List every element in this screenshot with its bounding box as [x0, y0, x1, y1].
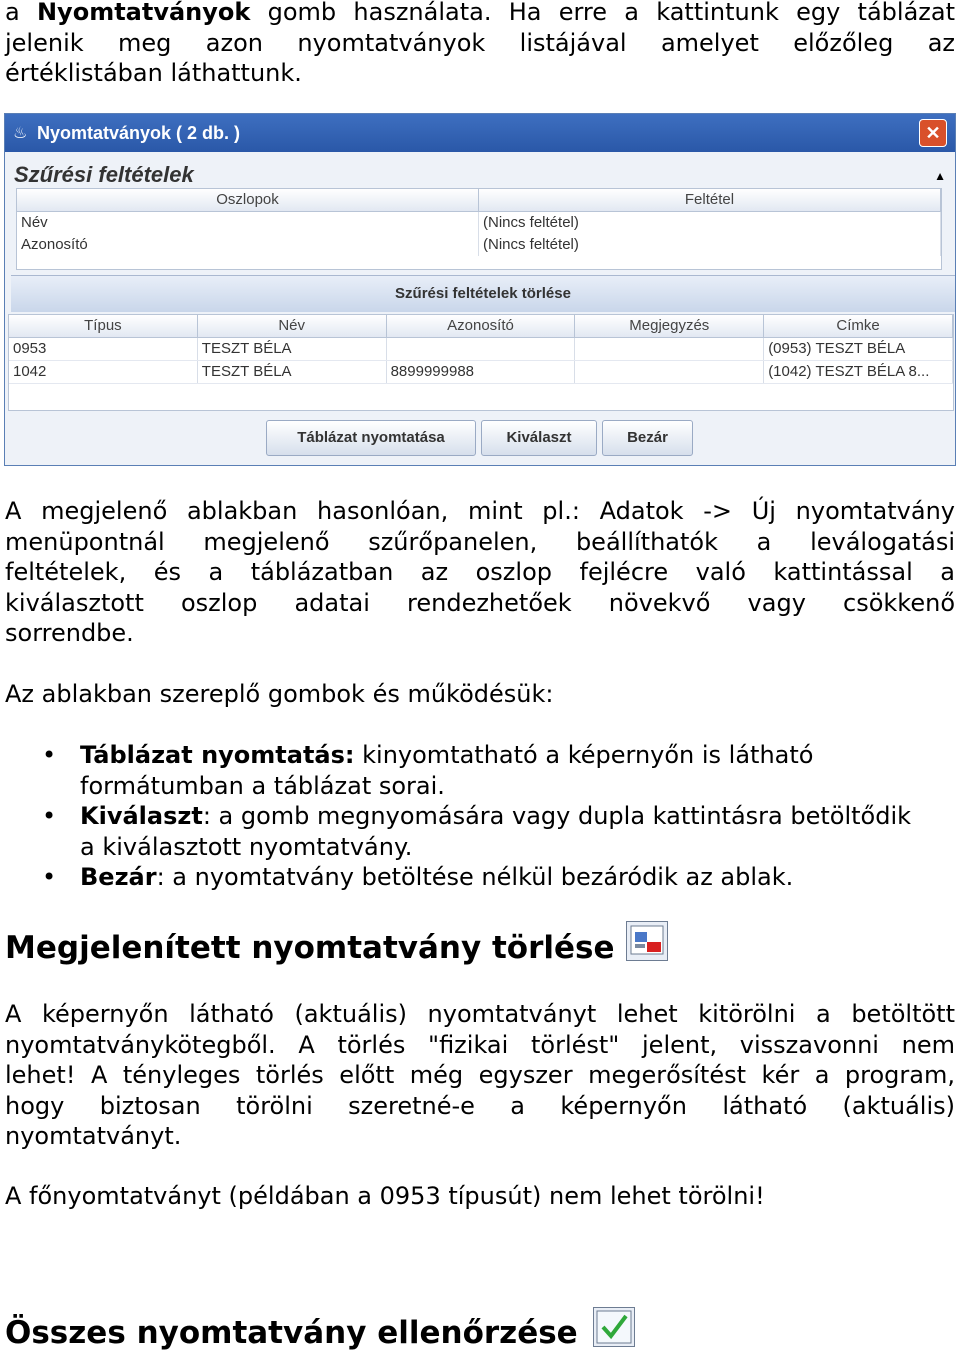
list-item: • Táblázat nyomtatás: kinyomtatható a képernyőn is látható formátumban a táblázat sorai.	[42, 741, 814, 800]
forms-table	[8, 314, 954, 411]
col-label[interactable]: Címke	[764, 315, 953, 337]
list-item: • Kiválaszt: a gomb megnyomására vagy dupla kattintásra betöltődik a kiválasztott nyomtatvány.	[42, 802, 912, 861]
window-title: Nyomtatványok ( 2 db. )	[37, 123, 241, 143]
print-table-button[interactable]: Táblázat nyomtatása	[266, 420, 476, 456]
heading-delete: Megjelenített nyomtatvány törlése	[5, 930, 615, 966]
filter-title: Szűrési feltételek	[14, 162, 194, 187]
app-icon: ♨	[13, 125, 28, 142]
close-window-button[interactable]: ✕	[919, 119, 947, 147]
list-item: • Bezár: a nyomtatvány betöltése nélkül bezáródik az ablak.	[42, 863, 794, 891]
delete-form-icon	[626, 921, 668, 961]
clear-filters-button[interactable]: Szűrési feltételek törlése	[11, 275, 955, 312]
col-name[interactable]: Név	[198, 315, 387, 337]
col-id[interactable]: Azonosító	[387, 315, 576, 337]
select-button[interactable]: Kiválaszt	[481, 420, 597, 456]
filter-description: A megjelenő ablakban hasonlóan, mint pl.: Adatok -> Új nyomtatvány menüpontnál megjelenő szűrőpanelen, beállíthatók a leválogatási feltételek, és a táblázatban az oszlop fejlécre való kattintással a kiválasztott oszlop adatai rendezhetőek növekvő vagy csökkenő sorrendbe.	[5, 497, 955, 647]
filter-row[interactable]: Név (Nincs feltétel)	[17, 212, 941, 234]
col-type[interactable]: Típus	[9, 315, 198, 337]
filter-col-condition[interactable]: Feltétel	[479, 189, 941, 211]
forms-window	[4, 113, 956, 466]
button-bar	[5, 414, 955, 464]
window-titlebar	[5, 114, 955, 152]
heading-check: Összes nyomtatvány ellenőrzése	[5, 1315, 578, 1351]
buttons-intro: Az ablakban szereplő gombok és működésük:	[5, 680, 554, 708]
close-button[interactable]: Bezár	[602, 420, 693, 456]
table-row[interactable]: 0953 TESZT BÉLA (0953) TESZT BÉLA	[9, 338, 953, 361]
main-form-note: A főnyomtatványt (példában a 0953 típusút) nem lehet törölni!	[5, 1182, 765, 1210]
filter-row[interactable]: Azonosító (Nincs feltétel)	[17, 234, 941, 256]
check-icon	[593, 1307, 635, 1347]
intro-paragraph: a Nyomtatványok gomb használata. Ha erre a kattintunk egy táblázat jelenik meg azon nyomtatványok listájával amelyet előzőleg az értéklistában láthattunk.	[5, 0, 956, 87]
button-list	[5, 740, 955, 893]
table-row[interactable]: 1042 TESZT BÉLA 8899999988 (1042) TESZT BÉLA 8...	[9, 361, 953, 384]
filter-col-columns[interactable]: Oszlopok	[17, 189, 479, 211]
delete-description: A képernyőn látható (aktuális) nyomtatványt lehet kitörölni a betöltött nyomtatványkötegből. A törlés "fizikai törlést" jelent, visszavonni nem lehet! A tényleges törlés előtt még egyszer megerősítést kér a program, hogy biztosan törölni szeretné-e a képernyőn látható (aktuális) nyomtatványt.	[5, 1000, 955, 1150]
collapse-icon[interactable]: ▲	[934, 169, 946, 183]
filter-table	[16, 188, 942, 270]
intro-bold: Nyomtatványok	[36, 0, 251, 26]
col-note[interactable]: Megjegyzés	[575, 315, 764, 337]
